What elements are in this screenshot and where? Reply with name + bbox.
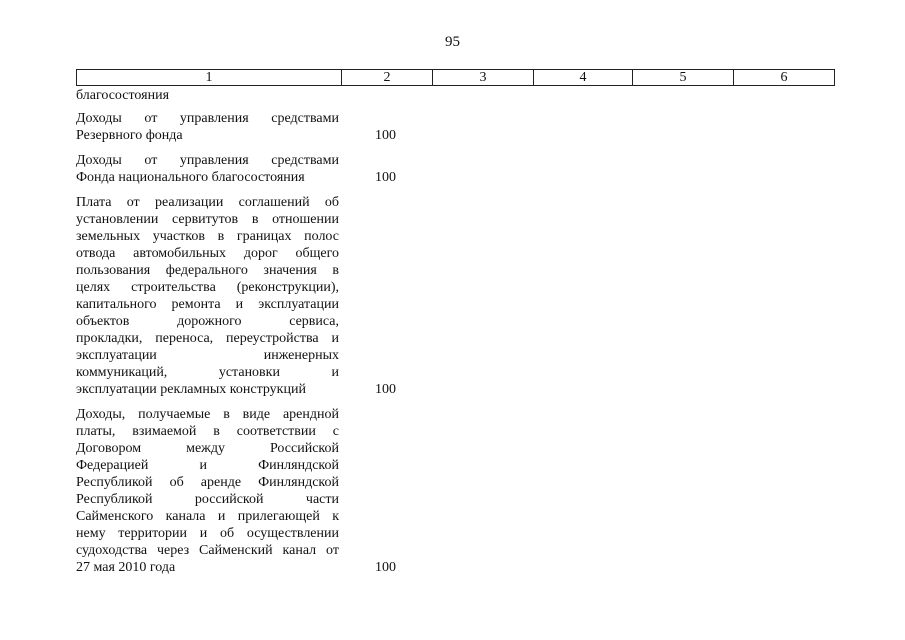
- page-number: 95: [445, 34, 460, 50]
- column-header-2: 2: [342, 70, 433, 86]
- row-value-col2: 100: [375, 560, 396, 575]
- row-description: [76, 152, 339, 186]
- row-description-line: судоходства через Сайменский канал от: [76, 543, 339, 558]
- row-value-col2: 100: [375, 128, 396, 143]
- row-description-line: платы, взимаемой в соответствии с: [76, 424, 339, 439]
- row-description-line: объектов дорожного сервиса,: [76, 314, 339, 329]
- row-description: [76, 87, 339, 104]
- column-header-3: 3: [433, 70, 534, 86]
- row-description-line: Республикой российской части: [76, 492, 339, 507]
- row-description-line: установлении сервитутов в отношении: [76, 212, 339, 227]
- row-description-line: 27 мая 2010 года: [76, 560, 176, 575]
- table-row: [76, 406, 496, 576]
- row-description-line: эксплуатации рекламных конструкций: [76, 382, 306, 397]
- row-description-line: Доходы, получаемые в виде арендной: [76, 407, 339, 422]
- row-description: [76, 110, 339, 144]
- table-row: [76, 152, 496, 186]
- column-header-5: 5: [633, 70, 734, 86]
- row-description-line: прокладки, переноса, переустройства и: [76, 331, 339, 346]
- row-description-line: целях строительства (реконструкции),: [76, 280, 339, 295]
- column-header-6: 6: [734, 70, 835, 86]
- row-description-line: Фонда национального благосостояния: [76, 170, 305, 185]
- table-row: [76, 194, 496, 398]
- row-description-line: Доходы от управления средствами: [76, 153, 339, 168]
- table-row: [76, 110, 496, 144]
- row-description: [76, 406, 339, 576]
- row-description-line: Федерацией и Финляндской: [76, 458, 339, 473]
- table-row: [76, 87, 496, 104]
- column-header-4: 4: [534, 70, 633, 86]
- row-description-line: земельных участков в границах полос: [76, 229, 339, 244]
- row-description-line: капитального ремонта и эксплуатации: [76, 297, 339, 312]
- row-description-line: Договором между Российской: [76, 441, 339, 456]
- row-description-line: эксплуатации инженерных: [76, 348, 339, 363]
- column-header-1: 1: [77, 70, 342, 86]
- column-header-row: [77, 70, 835, 86]
- row-value-col2: 100: [375, 382, 396, 397]
- row-description-line: Сайменского канала и прилегающей к: [76, 509, 339, 524]
- row-description-line: благосостояния: [76, 88, 170, 103]
- row-description-line: нему территории и об осуществлении: [76, 526, 339, 541]
- row-description-line: пользования федерального значения в: [76, 263, 339, 278]
- row-value-col2: 100: [375, 170, 396, 185]
- row-description-line: Республикой об аренде Финляндской: [76, 475, 339, 490]
- row-description-line: Плата от реализации соглашений об: [76, 195, 339, 210]
- table-body: [76, 87, 496, 584]
- row-description-line: отвода автомобильных дорог общего: [76, 246, 339, 261]
- row-description-line: коммуникаций, установки и: [76, 365, 339, 380]
- row-description-line: Доходы от управления средствами: [76, 111, 339, 126]
- row-description: [76, 194, 339, 398]
- row-description-line: Резервного фонда: [76, 128, 183, 143]
- column-header-table: [76, 69, 835, 86]
